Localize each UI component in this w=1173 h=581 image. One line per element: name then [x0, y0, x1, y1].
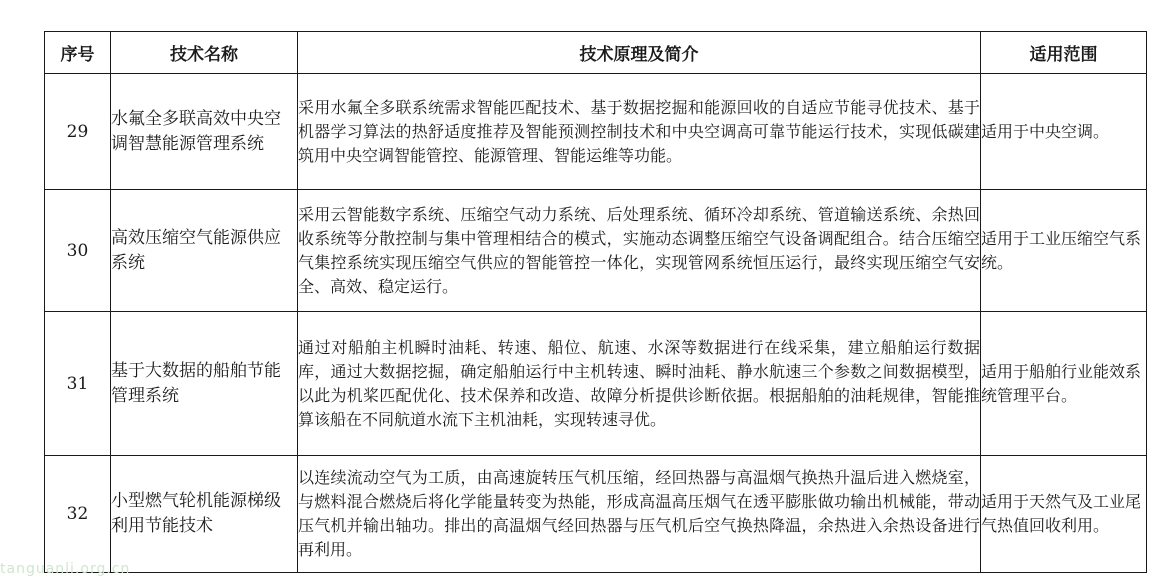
header-principle: 技术原理及简介 — [298, 32, 981, 74]
row-number: 29 — [45, 74, 111, 190]
technology-principle: 采用水氟全多联系统需求智能匹配技术、基于数据挖掘和能源回收的自适应节能寻优技术、基于机器学习算法的热舒适度推荐及智能预测控制技术和中央空调高可靠节能运行技术，实现低碳建筑用中央空调智能管控、能源管理、智能运维等功能。 — [298, 74, 981, 190]
technology-name: 水氟全多联高效中央空调智慧能源管理系统 — [111, 74, 298, 190]
table-row — [45, 74, 1147, 190]
application-scope: 适用于中央空调。 — [981, 74, 1147, 190]
technology-name: 小型燃气轮机能源梯级利用节能技术 — [111, 456, 298, 573]
header-no: 序号 — [45, 32, 111, 74]
table-row — [45, 190, 1147, 312]
application-scope: 适用于工业压缩空气系统。 — [981, 190, 1147, 312]
technology-name: 基于大数据的船舶节能管理系统 — [111, 312, 298, 456]
technology-principle: 通过对船舶主机瞬时油耗、转速、船位、航速、水深等数据进行在线采集，建立船舶运行数据库，通过大数据挖掘，确定船舶运行中主机转速、瞬时油耗、静水航速三个参数之间数据模型，以此为机桨匹配优化、技术保养和改造、故障分析提供诊断依据。根据船舶的油耗规律，智能推算该船在不同航道水流下主机油耗，实现转速寻优。 — [298, 312, 981, 456]
application-scope: 适用于天然气及工业尾气热值回收利用。 — [981, 456, 1147, 573]
header-row — [45, 32, 1147, 74]
table-row — [45, 312, 1147, 456]
header-scope: 适用范围 — [981, 32, 1147, 74]
header-name: 技术名称 — [111, 32, 298, 74]
row-number: 32 — [45, 456, 111, 573]
technology-table — [44, 31, 1147, 573]
table-row — [45, 456, 1147, 573]
technology-name: 高效压缩空气能源供应系统 — [111, 190, 298, 312]
row-number: 30 — [45, 190, 111, 312]
row-number: 31 — [45, 312, 111, 456]
technology-principle: 采用云智能数字系统、压缩空气动力系统、后处理系统、循环冷却系统、管道输送系统、余热回收系统等分散控制与集中管理相结合的模式，实施动态调整压缩空气设备调配组合。结合压缩空气集控系统实现压缩空气供应的智能管控一体化，实现管网系统恒压运行，最终实现压缩空气安全、高效、稳定运行。 — [298, 190, 981, 312]
technology-principle: 以连续流动空气为工质，由高速旋转压气机压缩，经回热器与高温烟气换热升温后进入燃烧室，与燃料混合燃烧后将化学能量转变为热能，形成高温高压烟气在透平膨胀做功输出机械能，带动压气机并输出轴功。排出的高温烟气经回热器与压气机后空气换热降温，余热进入余热设备进行再利用。 — [298, 456, 981, 573]
application-scope: 适用于船舶行业能效系统管理平台。 — [981, 312, 1147, 456]
site-watermark: tanguanli.org.cn — [0, 561, 131, 577]
